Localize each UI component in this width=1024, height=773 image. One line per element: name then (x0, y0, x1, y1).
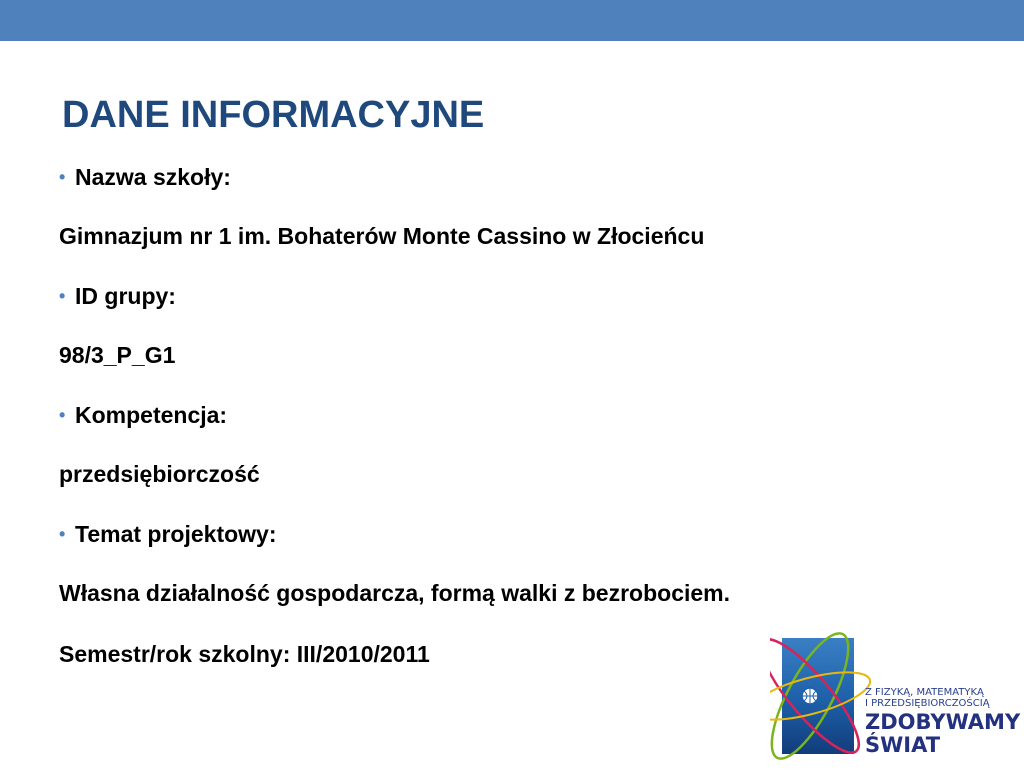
competence-label: Kompetencja: (75, 402, 228, 428)
topic-label: Temat projektowy: (75, 521, 277, 547)
bullet-competence (59, 401, 227, 429)
bullet-group (59, 282, 176, 310)
logo-title-1: ZDOBYWAMY (865, 710, 1021, 734)
bullet-dot-icon: • (59, 286, 66, 306)
logo-tagline-1: Z FIZYKĄ, MATEMATYKĄ (865, 687, 984, 698)
project-logo (770, 624, 1024, 768)
bullet-dot-icon: • (59, 524, 66, 544)
top-accent-bar (0, 0, 1024, 41)
bullet-dot-icon: • (59, 167, 66, 187)
school-label: Nazwa szkoły: (75, 164, 231, 190)
logo-tagline-2: I PRZEDSIĘBIORCZOŚCIĄ (865, 698, 990, 709)
topic-value: Własna działalność gospodarcza, formą walki z bezrobociem. (59, 580, 731, 606)
semester-line: Semestr/rok szkolny: III/2010/2011 (59, 641, 430, 667)
logo-title-2: ŚWIAT (865, 733, 941, 757)
school-value: Gimnazjum nr 1 im. Bohaterów Monte Cassino w Złocieńcu (59, 223, 705, 249)
slide-title: DANE INFORMACYJNE (62, 94, 485, 136)
group-value: 98/3_P_G1 (59, 342, 176, 368)
competence-value: przedsiębiorczość (59, 461, 260, 487)
bullet-dot-icon: • (59, 405, 66, 425)
group-label: ID grupy: (75, 283, 176, 309)
bullet-topic (59, 520, 277, 548)
bullet-school (59, 163, 231, 191)
